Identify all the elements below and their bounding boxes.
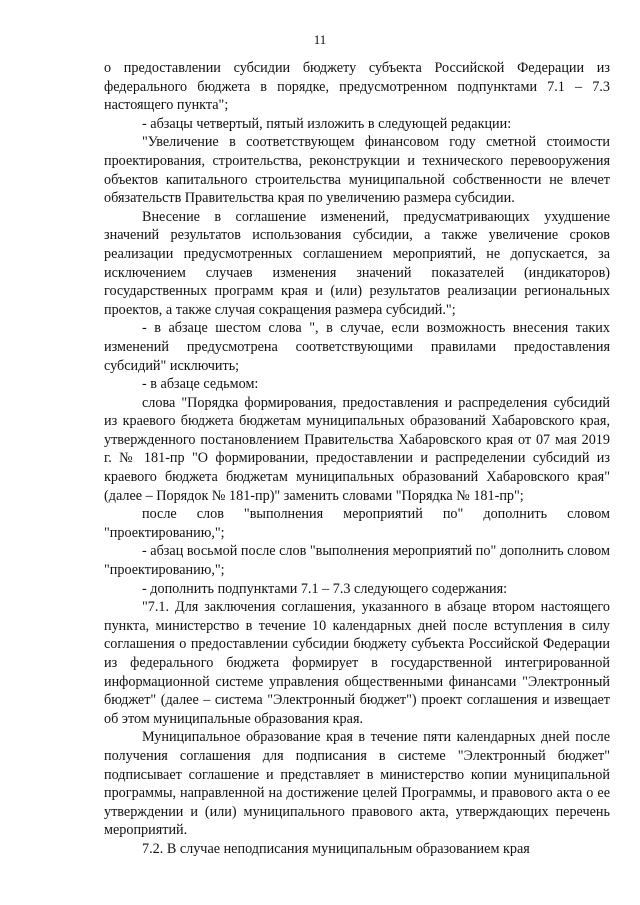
paragraph-agreement-changes: Внесение в соглашение изменений, предусматривающих ухудшение значений результатов использования субсидии, а также увеличение сроков реализации предусмотренных соглашением мероприятий, не допускается, за исключением случаев изменения значений показателей (индикаторов) государственных программ края и (или) результатов реализации региональных проектов, а также случая сокращения размера субсидий."; xyxy=(104,208,610,318)
paragraph-eighth-abzac: - абзац восьмой после слов "выполнения мероприятий по" дополнить словом "проектированию,"; xyxy=(104,543,610,579)
paragraph-municipal-signing: Муниципальное образование края в течение пяти календарных дней после получения соглашения для подписания в системе "Электронный бюджет" подписывает соглашение и представляет в министерство копии муниципальной программы, направленной на достижение целей Программы, и правового акта о ее утверждении и (или) муниципального правового акта, утверждающих перечень мероприятий. xyxy=(104,729,610,839)
page-number: 11 xyxy=(313,32,327,47)
document-body xyxy=(104,59,610,859)
paragraph-continuation: о предоставлении субсидии бюджету субъекта Российской Федерации из федерального бюджета в порядке, предусмотренном подпунктами 7.1 – 7.3 настоящего пункта"; xyxy=(104,60,610,114)
paragraph-quote-cost-increase: "Увеличение в соответствующем финансовом году сметной стоимости проектирования, строительства, реконструкции и технического перевооружения объектов капитального строительства муниципальной собственности не влечет обязательств Правительства края по увеличению размера субсидии. xyxy=(104,134,610,207)
paragraph-subpoint-7-1: "7.1. Для заключения соглашения, указанного в абзаце втором настоящего пункта, министерство в течение 10 календарных дней после вступления в силу соглашения о предоставлении субсидии бюджету субъекта Российской Федерации из федерального бюджета формирует в государственной интегрированной информационной системе управления общественными финансами "Электронный бюджет" (далее – система "Электронный бюджет") проект соглашения и извещает об этом муниципальные образования края. xyxy=(104,599,610,727)
paragraph-words-replacement: слова "Порядка формирования, предоставления и распределения субсидий из краевого бюджета бюджетам муниципальных образований Хабаровского края, утвержденного постановлением Правительства Хабаровского края от 07 мая 2019 г. № 181-пр "О формировании, предоставлении и распределении субсидий из краевого бюджета бюджетам муниципальных образований Хабаровского края" (далее – Порядок № 181-пр)" заменить словами "Порядка № 181-пр"; xyxy=(104,394,610,504)
paragraph-after-words: после слов "выполнения мероприятий по" дополнить словом "проектированию,"; xyxy=(104,506,610,541)
paragraph-add-subpoints: - дополнить подпунктами 7.1 – 7.3 следующего содержания: xyxy=(142,580,508,597)
paragraph-sixth-abzac: - в абзаце шестом слова ", в случае, если возможность внесения таких изменений предусмотрена соответствующими правилами предоставления субсидий" исключить; xyxy=(104,320,610,374)
paragraph-amendment-intro: - абзацы четвертый, пятый изложить в следующей редакции: xyxy=(142,115,512,132)
paragraph-subpoint-7-2: 7.2. В случае неподписания муниципальным образованием края xyxy=(142,840,530,857)
paragraph-seventh-abzac: - в абзаце седьмом: xyxy=(142,376,259,393)
